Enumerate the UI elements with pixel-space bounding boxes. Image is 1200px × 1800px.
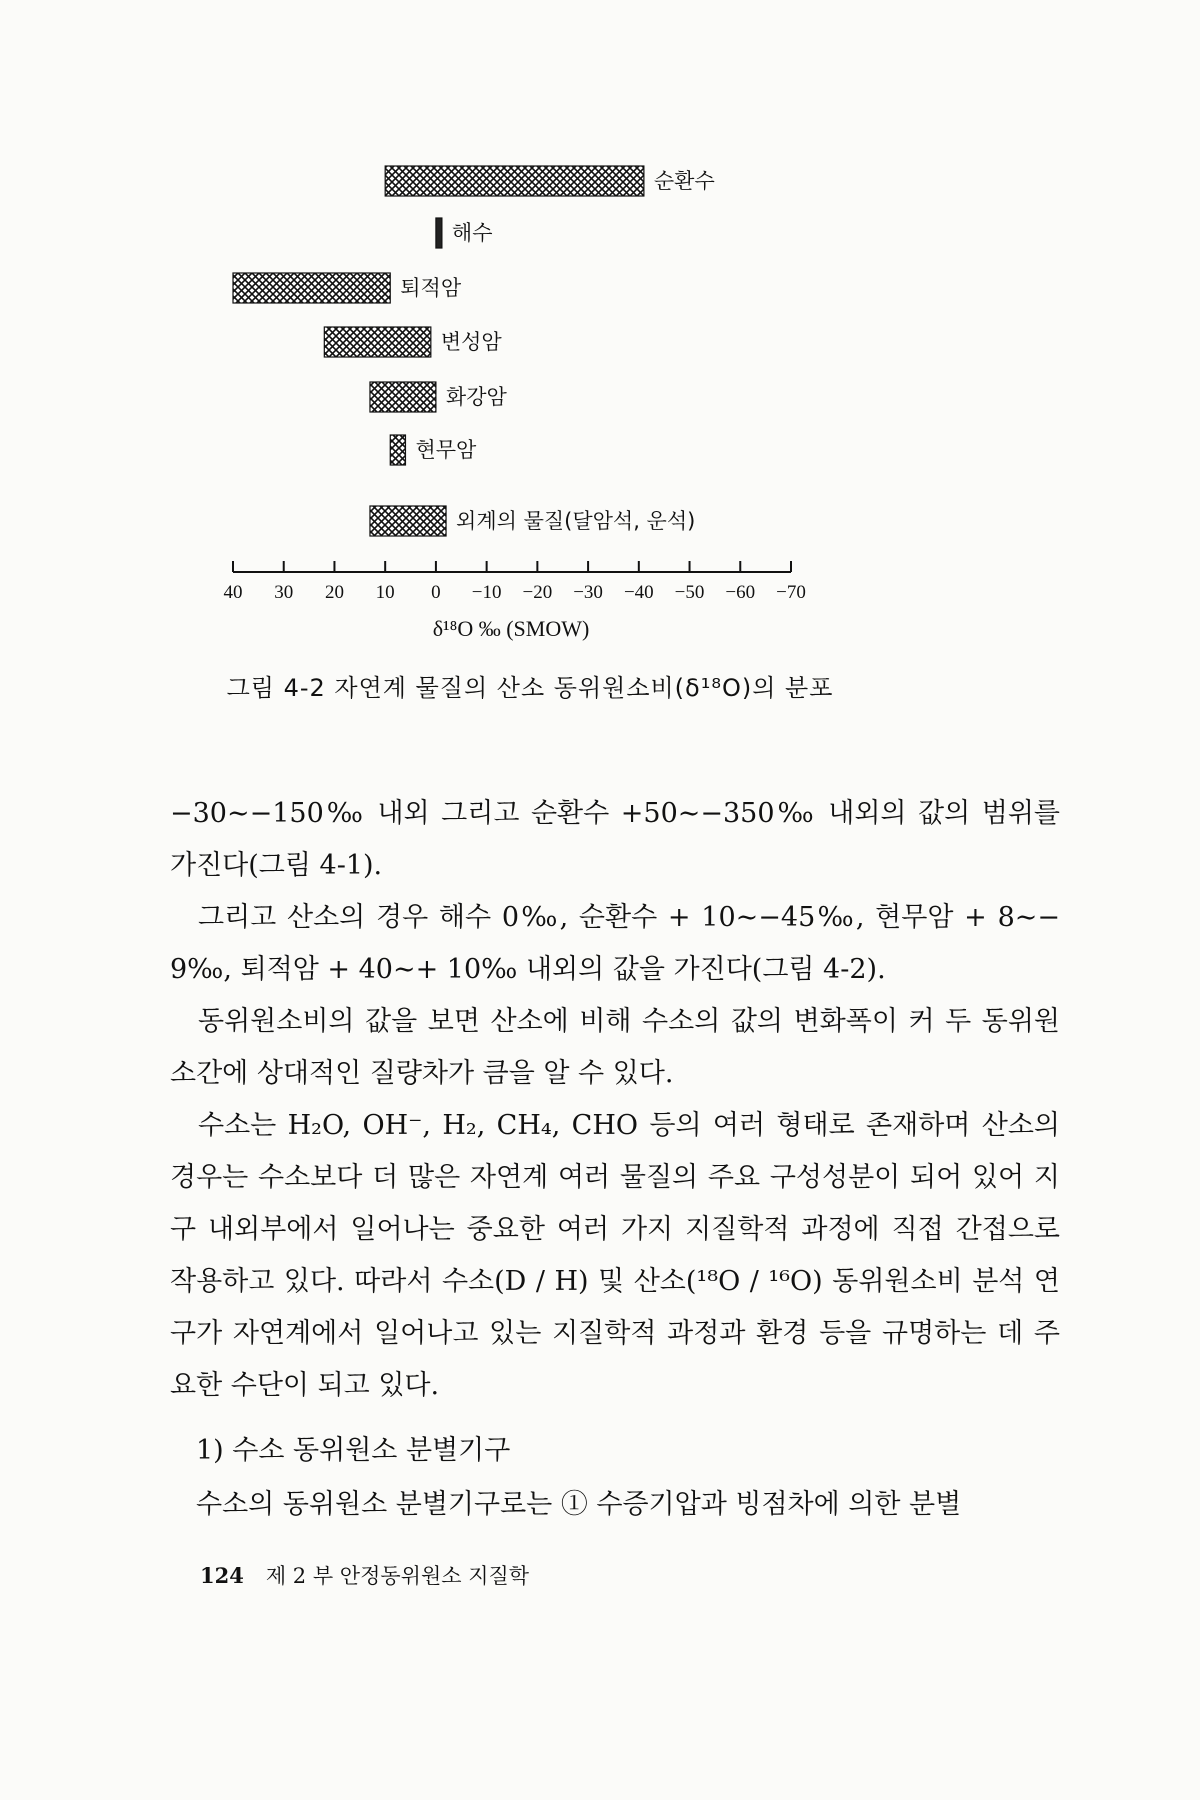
x-tick-label: 30: [274, 582, 294, 603]
category-label: 화강암: [445, 385, 507, 409]
range-bar: [370, 382, 436, 412]
x-tick-label: −20: [522, 582, 553, 603]
figure-caption: 그림 4-2 자연계 물질의 산소 동위원소비(δ¹⁸O)의 분포: [226, 674, 834, 702]
x-tick-label: −50: [674, 582, 705, 603]
x-axis-title: δ¹⁸O ‰ (SMOW): [432, 616, 590, 641]
x-tick-label: −40: [623, 582, 654, 603]
page-number: 124: [200, 1563, 244, 1588]
body-text: [170, 788, 1060, 1412]
category-label: 퇴적암: [400, 276, 462, 300]
category-label: 현무암: [415, 438, 477, 462]
range-bar: [385, 166, 644, 196]
paragraph-1: −30∼−150‰ 내외 그리고 순환수 +50∼−350‰ 내외의 값의 범위를 가진다(그림 4-1).: [170, 798, 1060, 881]
category-label: 해수: [451, 221, 493, 245]
x-tick-label: 20: [324, 582, 344, 603]
page-footer: [200, 1560, 529, 1590]
paragraph-2: 그리고 산소의 경우 해수 0‰, 순환수 + 10∼−45‰, 현무암 + 8∼− 9‰, 퇴적암 + 40∼+ 10‰ 내외의 값을 가진다(그림 4-2).: [170, 902, 1060, 985]
paragraph-3: 동위원소비의 값을 보면 산소에 비해 수소의 값의 변화폭이 커 두 동위원소간에 상대적인 질량차가 큼을 알 수 있다.: [170, 1006, 1060, 1089]
x-tick-label: 10: [375, 582, 395, 603]
x-tick-label: −30: [573, 582, 603, 603]
range-bar: [436, 218, 442, 248]
range-bar: [390, 435, 405, 465]
section-heading: 1) 수소 동위원소 분별기구: [196, 1435, 511, 1466]
category-label: 변성암: [440, 330, 502, 354]
category-label: 순환수: [653, 169, 715, 193]
range-bar: [324, 327, 431, 357]
x-tick-label: 40: [223, 582, 243, 603]
section-first-line: 수소의 동위원소 분별기구로는 ① 수증기압과 빙점차에 의한 분별: [196, 1489, 962, 1520]
x-tick-label: 0: [431, 582, 441, 603]
oxygen-isotope-range-chart: [0, 0, 1200, 720]
running-title: 제 2 부 안정동위원소 지질학: [265, 1564, 530, 1588]
category-label: 외계의 물질(달암석, 운석): [456, 509, 696, 533]
x-tick-label: −60: [725, 582, 756, 603]
x-tick-label: −70: [776, 582, 806, 603]
x-tick-label: −10: [471, 582, 502, 603]
range-bar: [233, 273, 390, 303]
paragraph-4: 수소는 H₂O, OH⁻, H₂, CH₄, CHO 등의 여러 형태로 존재하며 산소의 경우는 수소보다 더 많은 자연계 여러 물질의 주요 구성성분이 되어 있어 지구 내외부에서 일어나는 중요한 여러 가지 지질학적 과정에 직접 간접으로 작용하고 있다. 따라서 수소(D / H) 및 산소(¹⁸O / ¹⁶O) 동위원소비 분석 연구가 자연계에서 일어나고 있는 지질학적 과정과 환경 등을 규명하는 데 주요한 수단이 되고 있다.: [170, 1110, 1060, 1401]
range-bar: [370, 506, 446, 536]
